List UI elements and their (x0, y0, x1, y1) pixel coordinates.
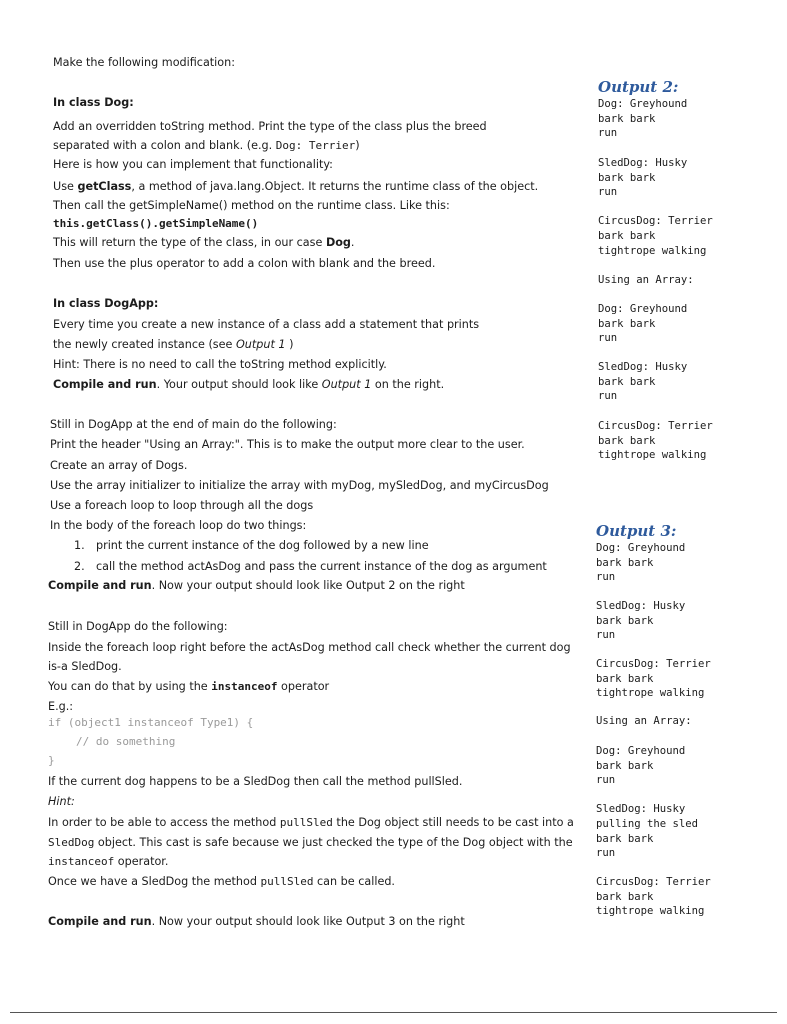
list-number-2: 2. (74, 560, 85, 573)
code-comment-line: // do something (76, 735, 176, 748)
still1-line-5: Use a foreach loop to loop through all the dogs (50, 499, 314, 512)
still2-line-3: is-a SledDog. (48, 660, 122, 673)
output2-title: Output 2: (598, 78, 679, 96)
output2-line: CircusDog: Terrier (598, 420, 713, 432)
output3-line: bark bark (596, 673, 654, 685)
still2-line-9: SledDog object. This cast is safe because we just checked the type of the Dog object with the (48, 836, 573, 849)
output3-title: Output 3: (596, 522, 677, 540)
page-heading: Make the following modification: (53, 56, 235, 69)
output3-line: bark bark (596, 891, 654, 903)
dogapp-line-4: Compile and run. Your output should look like Output 1 on the right. (53, 378, 445, 391)
still2-line-2: Inside the foreach loop right before the actAsDog method call check whether the current dog (48, 641, 571, 654)
still2-line-6: If the current dog happens to be a SledDog then call the method pullSled. (48, 775, 463, 788)
output3-line: bark bark (596, 760, 654, 772)
output2-line: run (598, 186, 618, 198)
output3-line: Using an Array: (596, 715, 692, 727)
still1-line-1: Still in DogApp at the end of main do the following: (50, 418, 337, 431)
still1-line-3: Create an array of Dogs. (50, 459, 188, 472)
list-number-1: 1. (74, 539, 85, 552)
output2-line: run (598, 390, 618, 402)
output2-line: bark bark (598, 318, 656, 330)
output2-line: run (598, 332, 618, 344)
output3-line: CircusDog: Terrier (596, 658, 711, 670)
dogapp-section-title: In class DogApp: (53, 297, 159, 310)
dog-line-4: Use getClass, a method of java.lang.Object. It returns the runtime class of the object. (53, 180, 539, 193)
output3-line: bark bark (596, 615, 654, 627)
bottom-divider (10, 1012, 777, 1013)
still2-line-8: In order to be able to access the method pullSled the Dog object still needs to be cast into a (48, 816, 574, 829)
output3-line: CircusDog: Terrier (596, 876, 711, 888)
still2-line-10: instanceof operator. (48, 855, 169, 868)
dog-line-3: Here is how you can implement that functionality: (53, 158, 333, 171)
output2-line: Dog: Greyhound (598, 98, 688, 110)
output3-line: bark bark (596, 557, 654, 569)
still2-line-5: E.g.: (48, 700, 74, 713)
still2-hint: Hint: (48, 795, 75, 808)
still1-line-2: Print the header "Using an Array:". This is to make the output more clear to the user. (50, 438, 525, 451)
output3-line: tightrope walking (596, 905, 705, 917)
output2-line: SledDog: Husky (598, 157, 688, 169)
dog-line-8: Then use the plus operator to add a colon with blank and the breed. (53, 257, 436, 270)
code-if-line: if (object1 instanceof Type1) { (48, 716, 254, 729)
dog-line-1: Add an overridden toString method. Print the type of the class plus the breed (53, 120, 487, 133)
output3-line: Dog: Greyhound (596, 745, 686, 757)
output2-line: bark bark (598, 376, 656, 388)
output2-line: Using an Array: (598, 274, 694, 286)
output3-line: run (596, 571, 616, 583)
list-item-1: print the current instance of the dog followed by a new line (96, 539, 429, 552)
output2-line: bark bark (598, 172, 656, 184)
dog-line-7: This will return the type of the class, in our case Dog. (53, 236, 355, 249)
dog-line-2: separated with a colon and blank. (e.g. Dog: Terrier) (53, 139, 360, 152)
output2-line: bark bark (598, 230, 656, 242)
still2-compile-line: Compile and run. Now your output should look like Output 3 on the right (48, 915, 465, 928)
output3-line: tightrope walking (596, 687, 705, 699)
list-item-2: call the method actAsDog and pass the current instance of the dog as argument (96, 560, 547, 573)
output2-line: SledDog: Husky (598, 361, 688, 373)
output2-line: tightrope walking (598, 245, 707, 257)
output2-line: bark bark (598, 435, 656, 447)
dogapp-line-2: the newly created instance (see Output 1 ) (53, 338, 294, 351)
output3-line: SledDog: Husky (596, 600, 686, 612)
dog-section-title: In class Dog: (53, 96, 134, 109)
still1-line-4: Use the array initializer to initialize the array with myDog, mySledDog, and myCircusDog (50, 479, 549, 492)
output2-line: bark bark (598, 113, 656, 125)
still1-line-6: In the body of the foreach loop do two things: (50, 519, 307, 532)
output3-line: run (596, 629, 616, 641)
code-close-line: } (48, 754, 55, 767)
dog-line-5: Then call the getSimpleName() method on the runtime class. Like this: (53, 199, 450, 212)
output3-line: pulling the sled (596, 818, 699, 830)
output3-line: SledDog: Husky (596, 803, 686, 815)
still2-line-4: You can do that by using the instanceof operator (48, 680, 330, 693)
output3-line: run (596, 774, 616, 786)
still1-compile-line: Compile and run. Now your output should look like Output 2 on the right (48, 579, 465, 592)
still2-line-11: Once we have a SledDog the method pullSled can be called. (48, 875, 395, 888)
dogapp-line-1: Every time you create a new instance of a class add a statement that prints (53, 318, 480, 331)
dogapp-line-3: Hint: There is no need to call the toString method explicitly. (53, 358, 387, 371)
output3-line: bark bark (596, 833, 654, 845)
output3-line: Dog: Greyhound (596, 542, 686, 554)
still2-line-1: Still in DogApp do the following: (48, 620, 228, 633)
output2-line: CircusDog: Terrier (598, 215, 713, 227)
dog-code-line: this.getClass().getSimpleName() (53, 217, 259, 230)
output2-line: run (598, 127, 618, 139)
output3-line: run (596, 847, 616, 859)
output2-line: Dog: Greyhound (598, 303, 688, 315)
output2-line: tightrope walking (598, 449, 707, 461)
